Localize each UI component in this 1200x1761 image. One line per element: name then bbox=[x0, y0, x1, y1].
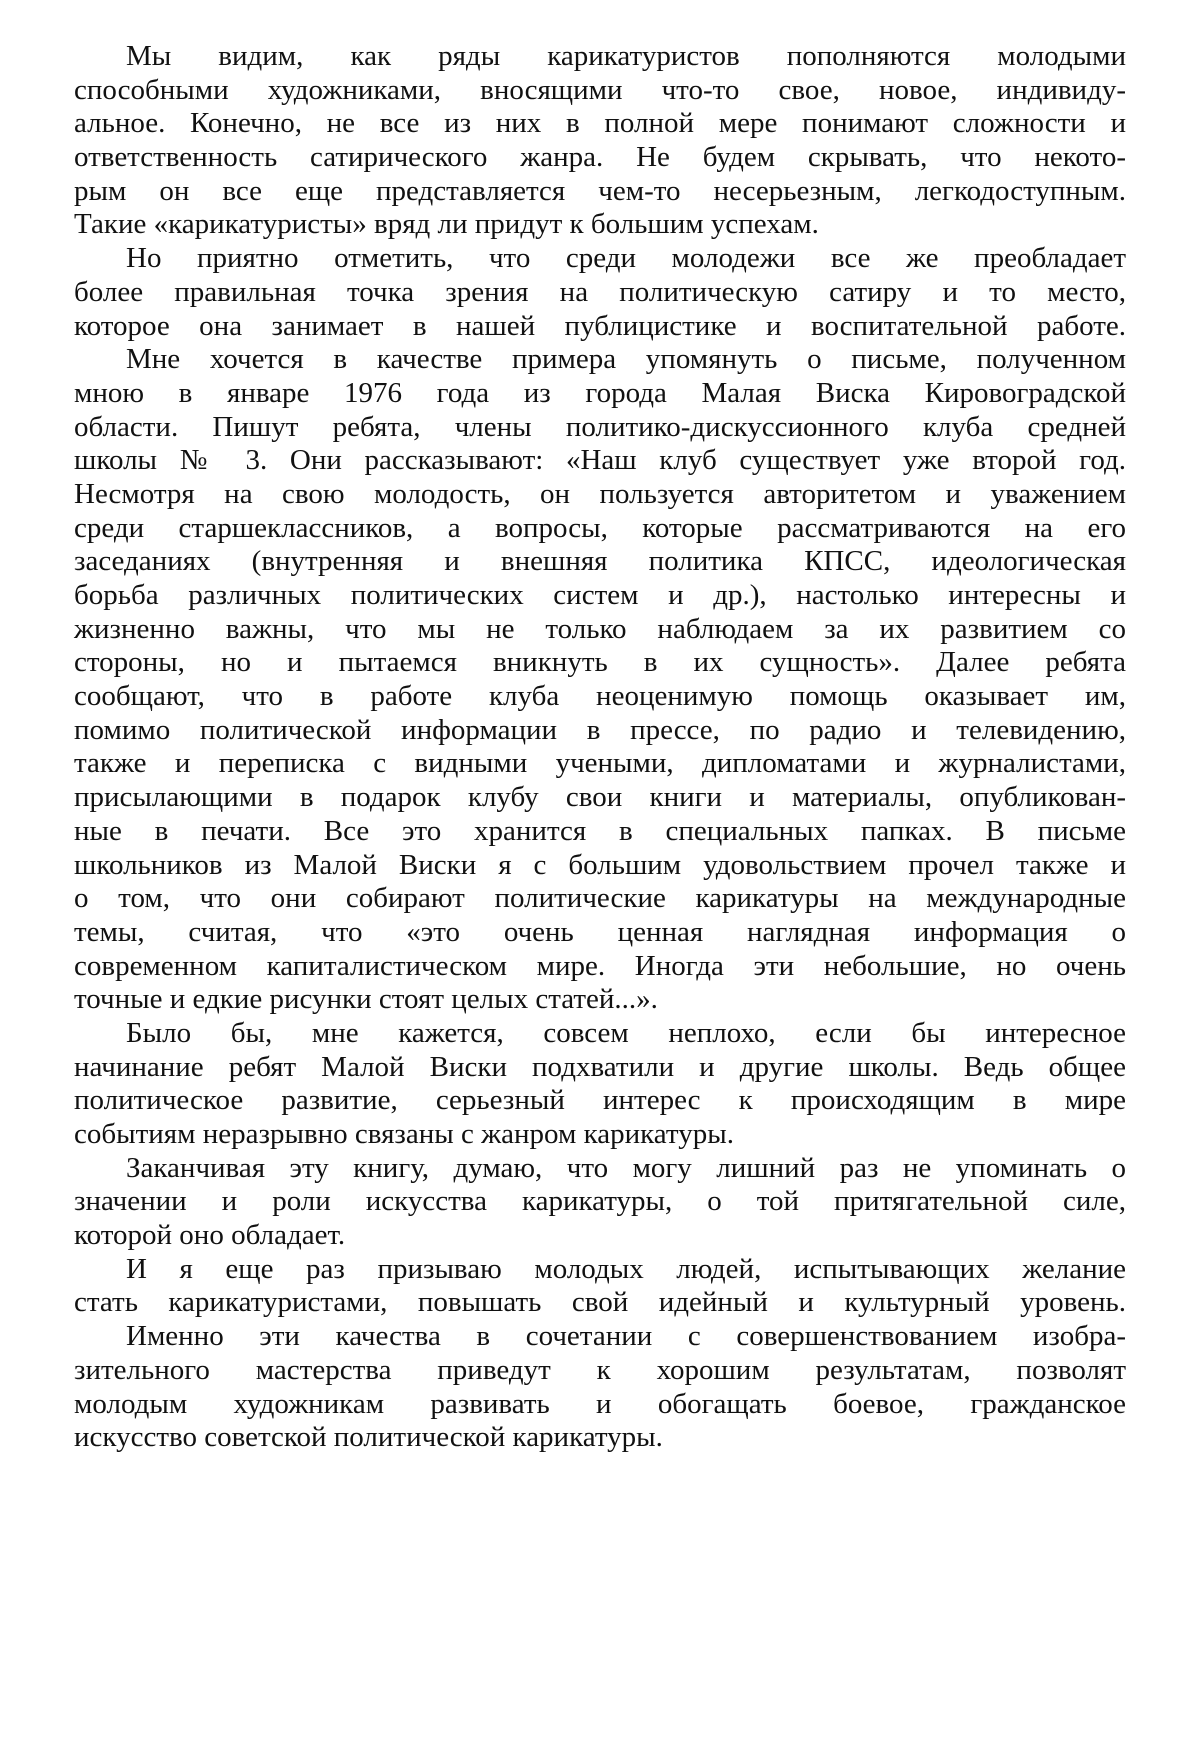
text-line: значении и роли искусства карикатуры, о той притягательной силе, bbox=[74, 1185, 1126, 1219]
text-line: жизненно важны, что мы не только наблюдаем за их развитием со bbox=[74, 613, 1126, 647]
text-line: мною в январе 1976 года из города Малая Виска Кировоградской bbox=[74, 377, 1126, 411]
text-line: Было бы, мне кажется, совсем неплохо, если бы интересное bbox=[74, 1017, 1126, 1051]
text-line: политическое развитие, серьезный интерес к происходящим в мире bbox=[74, 1084, 1126, 1118]
text-line: Заканчивая эту книгу, думаю, что могу лишний раз не упоминать о bbox=[74, 1152, 1126, 1186]
text-line: современном капиталистическом мире. Иногда эти небольшие, но очень bbox=[74, 950, 1126, 984]
text-line: о том, что они собирают политические карикатуры на международные bbox=[74, 882, 1126, 916]
paragraph bbox=[74, 1152, 1126, 1253]
document-page bbox=[0, 0, 1200, 1761]
text-line: ответственность сатирического жанра. Не будем скрывать, что некото- bbox=[74, 141, 1126, 175]
text-line: молодым художникам развивать и обогащать боевое, гражданское bbox=[74, 1388, 1126, 1422]
text-line: которое она занимает в нашей публицистике и воспитательной работе. bbox=[74, 310, 1126, 344]
text-line: Несмотря на свою молодость, он пользуется авторитетом и уважением bbox=[74, 478, 1126, 512]
text-line: которой оно обладает. bbox=[74, 1219, 1126, 1253]
text-line: Но приятно отметить, что среди молодежи все же преобладает bbox=[74, 242, 1126, 276]
text-line: школьников из Малой Виски я с большим удовольствием прочел также и bbox=[74, 849, 1126, 883]
text-line: способными художниками, вносящими что-то свое, новое, индивиду- bbox=[74, 74, 1126, 108]
text-line: школы № 3. Они рассказывают: «Наш клуб существует уже второй год. bbox=[74, 444, 1126, 478]
text-line: И я еще раз призываю молодых людей, испытывающих желание bbox=[74, 1253, 1126, 1287]
text-line: искусство советской политической карикатуры. bbox=[74, 1421, 1126, 1455]
text-line: начинание ребят Малой Виски подхватили и другие школы. Ведь общее bbox=[74, 1051, 1126, 1085]
text-line: также и переписка с видными учеными, дипломатами и журналистами, bbox=[74, 747, 1126, 781]
text-line: заседаниях (внутренняя и внешняя политика КПСС, идеологическая bbox=[74, 545, 1126, 579]
text-line: темы, считая, что «это очень ценная наглядная информация о bbox=[74, 916, 1126, 950]
text-line: альное. Конечно, не все из них в полной мере понимают сложности и bbox=[74, 107, 1126, 141]
paragraph bbox=[74, 242, 1126, 343]
text-line: борьба различных политических систем и др.), настолько интересны и bbox=[74, 579, 1126, 613]
text-line: сообщают, что в работе клуба неоценимую помощь оказывает им, bbox=[74, 680, 1126, 714]
text-line: стороны, но и пытаемся вникнуть в их сущность». Далее ребята bbox=[74, 646, 1126, 680]
paragraph bbox=[74, 1320, 1126, 1455]
text-line: Именно эти качества в сочетании с совершенствованием изобра- bbox=[74, 1320, 1126, 1354]
text-line: присылающими в подарок клубу свои книги и материалы, опубликован- bbox=[74, 781, 1126, 815]
text-line: помимо политической информации в прессе, по радио и телевидению, bbox=[74, 714, 1126, 748]
text-line: Мне хочется в качестве примера упомянуть о письме, полученном bbox=[74, 343, 1126, 377]
paragraph bbox=[74, 343, 1126, 1017]
text-line: области. Пишут ребята, члены политико-дискуссионного клуба средней bbox=[74, 411, 1126, 445]
text-line: более правильная точка зрения на политическую сатиру и то место, bbox=[74, 276, 1126, 310]
text-line: Такие «карикатуристы» вряд ли придут к большим успехам. bbox=[74, 208, 1126, 242]
paragraph bbox=[74, 1017, 1126, 1152]
paragraph bbox=[74, 40, 1126, 242]
text-line: ные в печати. Все это хранится в специальных папках. В письме bbox=[74, 815, 1126, 849]
text-line: точные и едкие рисунки стоят целых статей...». bbox=[74, 983, 1126, 1017]
text-line: Мы видим, как ряды карикатуристов пополняются молодыми bbox=[74, 40, 1126, 74]
text-line: среди старшеклассников, а вопросы, которые рассматриваются на его bbox=[74, 512, 1126, 546]
text-line: зительного мастерства приведут к хорошим результатам, позволят bbox=[74, 1354, 1126, 1388]
text-line: стать карикатуристами, повышать свой идейный и культурный уровень. bbox=[74, 1286, 1126, 1320]
text-line: событиям неразрывно связаны с жанром карикатуры. bbox=[74, 1118, 1126, 1152]
text-line: рым он все еще представляется чем-то несерьезным, легкодоступным. bbox=[74, 175, 1126, 209]
paragraph bbox=[74, 1253, 1126, 1320]
body-text bbox=[74, 40, 1126, 1455]
